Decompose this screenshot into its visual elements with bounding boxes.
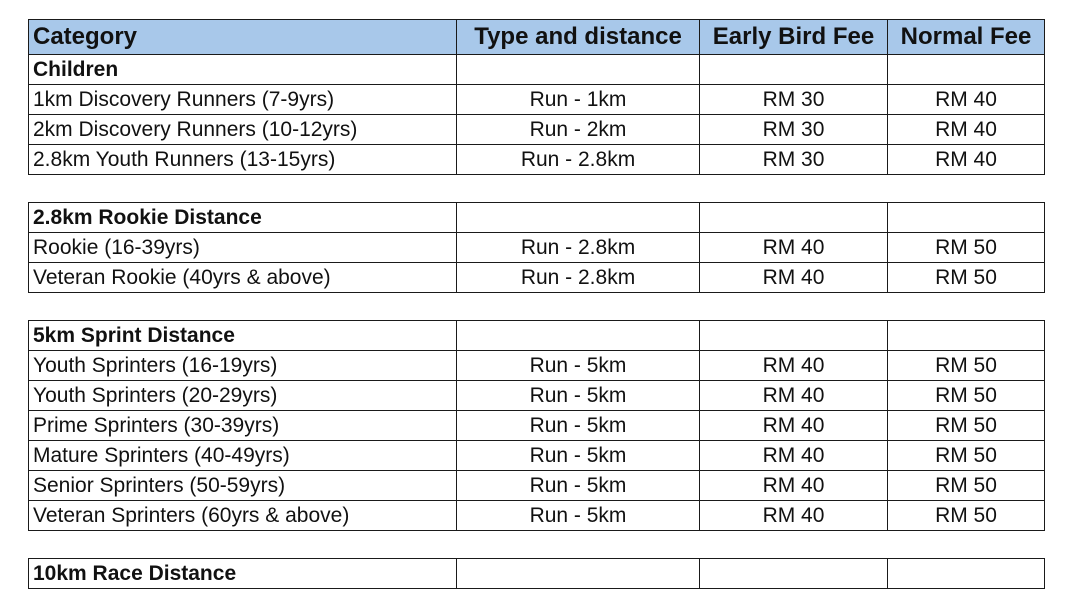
category-cell: Veteran Rookie (40yrs & above) [29,263,457,293]
table-row [29,145,1045,175]
table-row [29,471,1045,501]
header-row [29,20,1045,55]
section-title: 10km Race Distance [29,559,457,589]
section-header-row [29,559,1045,589]
early-bird-fee-cell: RM 40 [700,263,888,293]
empty-cell [457,559,700,589]
type-distance-cell: Run - 5km [457,411,700,441]
fee-table-body [29,20,1045,589]
normal-fee-cell: RM 50 [888,411,1045,441]
header-category: Category [29,20,457,55]
spacer-cell [29,175,1045,203]
section-header-row [29,203,1045,233]
category-cell: 1km Discovery Runners (7-9yrs) [29,85,457,115]
table-row [29,85,1045,115]
type-distance-cell: Run - 1km [457,85,700,115]
table-row [29,115,1045,145]
normal-fee-cell: RM 40 [888,145,1045,175]
early-bird-fee-cell: RM 40 [700,501,888,531]
type-distance-cell: Run - 2km [457,115,700,145]
empty-cell [700,203,888,233]
empty-cell [888,559,1045,589]
type-distance-cell: Run - 2.8km [457,233,700,263]
table-row [29,263,1045,293]
header-normal-fee: Normal Fee [888,20,1045,55]
header-early-bird-fee: Early Bird Fee [700,20,888,55]
type-distance-cell: Run - 5km [457,351,700,381]
normal-fee-cell: RM 50 [888,233,1045,263]
category-cell: 2.8km Youth Runners (13-15yrs) [29,145,457,175]
empty-cell [457,321,700,351]
section-spacer [29,175,1045,203]
table-row [29,441,1045,471]
early-bird-fee-cell: RM 40 [700,233,888,263]
table-row [29,381,1045,411]
category-cell: Rookie (16-39yrs) [29,233,457,263]
empty-cell [888,203,1045,233]
table-row [29,411,1045,441]
empty-cell [888,321,1045,351]
spacer-cell [29,531,1045,559]
category-cell: Youth Sprinters (20-29yrs) [29,381,457,411]
category-cell: Youth Sprinters (16-19yrs) [29,351,457,381]
early-bird-fee-cell: RM 40 [700,441,888,471]
empty-cell [457,55,700,85]
normal-fee-cell: RM 40 [888,85,1045,115]
type-distance-cell: Run - 2.8km [457,263,700,293]
normal-fee-cell: RM 50 [888,501,1045,531]
normal-fee-cell: RM 50 [888,263,1045,293]
category-cell: Mature Sprinters (40-49yrs) [29,441,457,471]
normal-fee-cell: RM 50 [888,351,1045,381]
early-bird-fee-cell: RM 40 [700,351,888,381]
table-row [29,501,1045,531]
normal-fee-cell: RM 40 [888,115,1045,145]
type-distance-cell: Run - 5km [457,471,700,501]
empty-cell [457,203,700,233]
normal-fee-cell: RM 50 [888,441,1045,471]
early-bird-fee-cell: RM 40 [700,471,888,501]
type-distance-cell: Run - 5km [457,441,700,471]
normal-fee-cell: RM 50 [888,381,1045,411]
section-header-row [29,321,1045,351]
fee-table [28,19,1045,589]
empty-cell [700,321,888,351]
early-bird-fee-cell: RM 30 [700,115,888,145]
category-cell: Senior Sprinters (50-59yrs) [29,471,457,501]
table-row [29,351,1045,381]
spacer-cell [29,293,1045,321]
section-spacer [29,293,1045,321]
early-bird-fee-cell: RM 30 [700,145,888,175]
category-cell: Veteran Sprinters (60yrs & above) [29,501,457,531]
early-bird-fee-cell: RM 40 [700,411,888,441]
empty-cell [700,559,888,589]
section-title: 5km Sprint Distance [29,321,457,351]
early-bird-fee-cell: RM 40 [700,381,888,411]
type-distance-cell: Run - 5km [457,501,700,531]
section-title: 2.8km Rookie Distance [29,203,457,233]
header-type-distance: Type and distance [457,20,700,55]
fee-table-sheet [28,19,1044,589]
early-bird-fee-cell: RM 30 [700,85,888,115]
type-distance-cell: Run - 2.8km [457,145,700,175]
type-distance-cell: Run - 5km [457,381,700,411]
category-cell: 2km Discovery Runners (10-12yrs) [29,115,457,145]
normal-fee-cell: RM 50 [888,471,1045,501]
table-row [29,233,1045,263]
section-header-row [29,55,1045,85]
empty-cell [888,55,1045,85]
empty-cell [700,55,888,85]
section-spacer [29,531,1045,559]
section-title: Children [29,55,457,85]
category-cell: Prime Sprinters (30-39yrs) [29,411,457,441]
